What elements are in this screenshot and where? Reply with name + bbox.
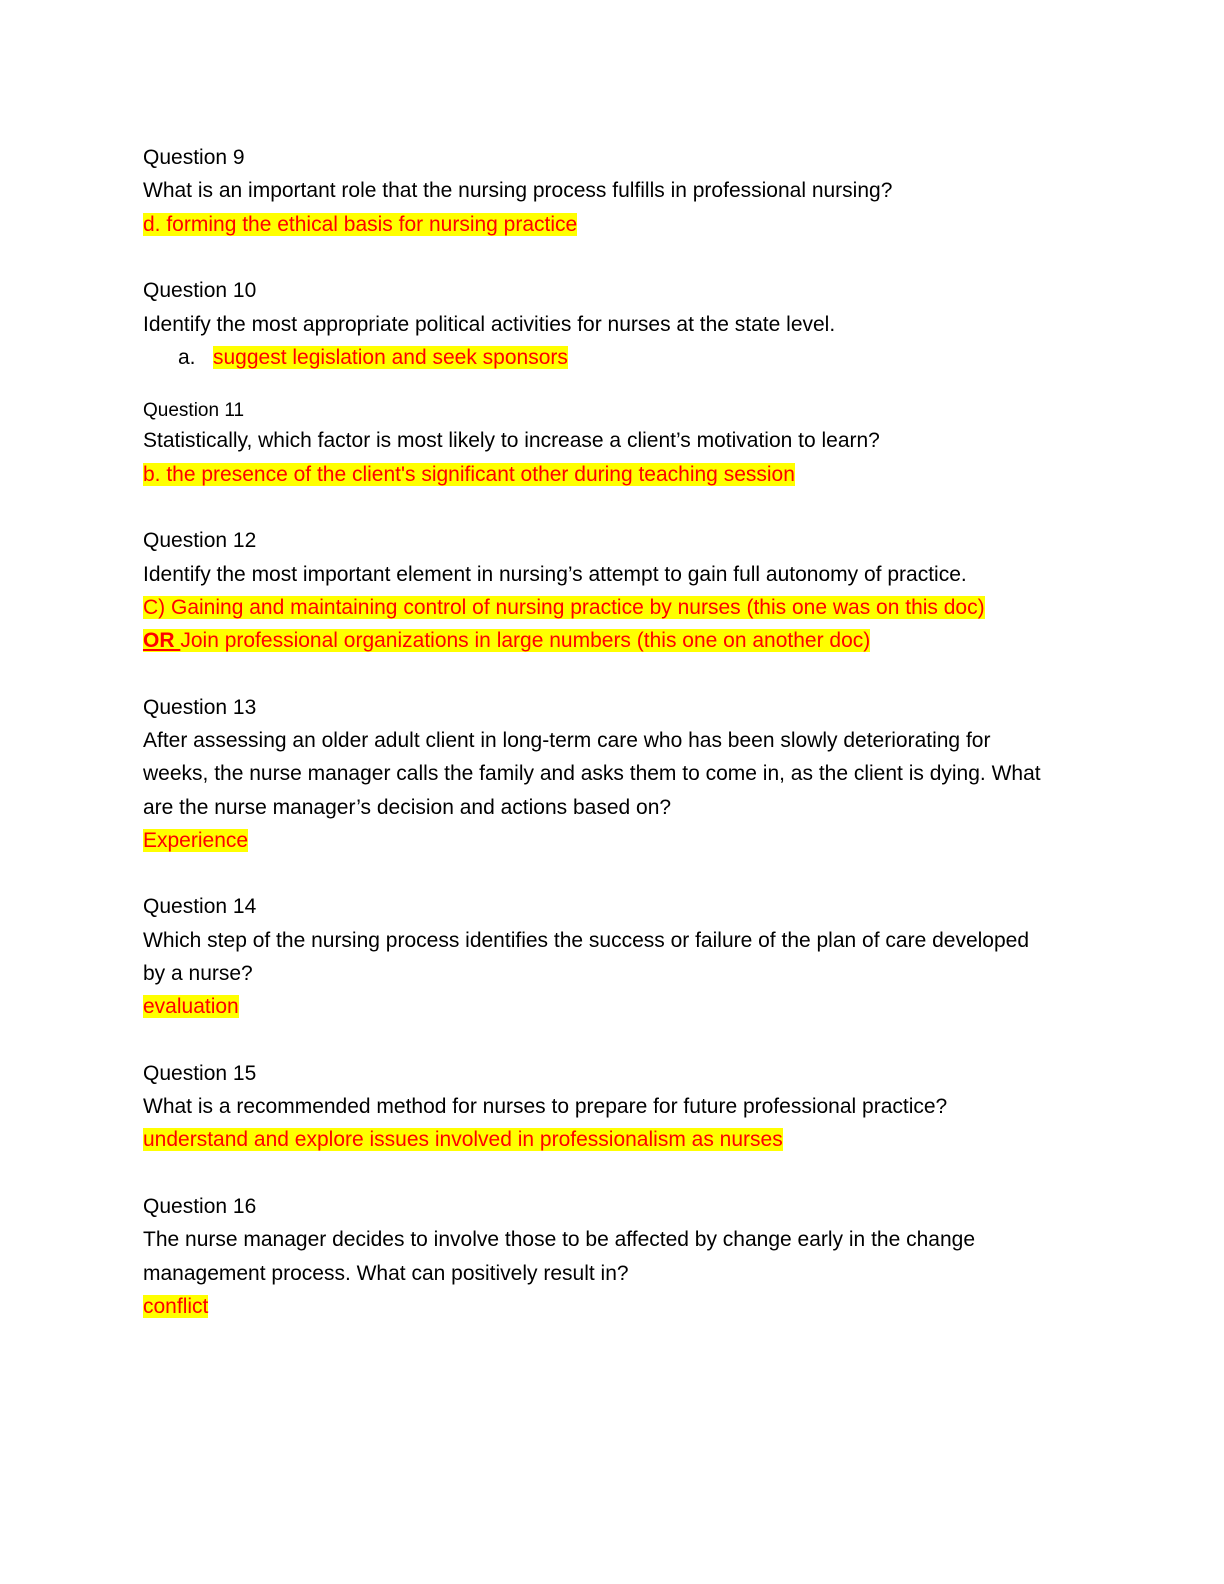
question-11-label: Question 11 (143, 400, 245, 421)
question-12-answer: C) Gaining and maintaining control of nursing practice by nurses (this one was on this doc) (143, 596, 985, 619)
question-10-label: Question 10 (143, 279, 257, 302)
question-15-label: Question 15 (143, 1062, 257, 1085)
question-14-text-line-2: by a nurse? (143, 962, 253, 985)
question-10-answer-line (213, 344, 568, 372)
question-12-label: Question 12 (143, 529, 257, 552)
question-11-text: Statistically, which factor is most likely to increase a client’s motivation to learn? (143, 429, 880, 452)
question-13-text-line-3: are the nurse manager’s decision and actions based on? (143, 796, 672, 819)
question-13-label: Question 13 (143, 696, 257, 719)
question-16-answer-line (143, 1293, 208, 1321)
question-15-answer-line (143, 1126, 783, 1154)
question-16-text-line-2: management process. What can positively result in? (143, 1262, 629, 1285)
question-16-text-line-1: The nurse manager decides to involve those to be affected by change early in the change (143, 1228, 975, 1251)
question-12-alt-answer: Join professional organizations in large numbers (this one on another doc) (180, 629, 871, 652)
question-14-text-line-1: Which step of the nursing process identifies the success or failure of the plan of care developed (143, 929, 1029, 952)
question-9-answer: d. forming the ethical basis for nursing practice (143, 213, 578, 236)
question-16-answer: conflict (143, 1295, 209, 1318)
question-11-answer-line (143, 461, 795, 489)
question-15-text: What is a recommended method for nurses to prepare for future professional practice? (143, 1095, 948, 1118)
question-13-text-line-1: After assessing an older adult client in long-term care who has been slowly deteriorating for (143, 729, 991, 752)
question-13-answer: Experience (143, 829, 249, 852)
question-13-answer-line (143, 827, 248, 855)
question-12-answer-line (143, 594, 985, 622)
question-16-label: Question 16 (143, 1195, 257, 1218)
question-10-answer: suggest legislation and seek sponsors (213, 346, 568, 369)
question-10-list-marker: a. (178, 346, 196, 369)
question-14-answer: evaluation (143, 995, 239, 1018)
question-13-text-line-2: weeks, the nurse manager calls the family and asks them to come in, as the client is dying. What (143, 762, 1041, 785)
question-9-label: Question 9 (143, 146, 245, 169)
question-9-text: What is an important role that the nursing process fulfills in professional nursing? (143, 179, 893, 202)
question-10-text: Identify the most appropriate political activities for nurses at the state level. (143, 313, 836, 336)
question-12-or-label: OR (143, 629, 181, 652)
question-15-answer: understand and explore issues involved in professionalism as nurses (143, 1128, 783, 1151)
question-11-answer: b. the presence of the client's significant other during teaching session (143, 463, 795, 486)
question-12-text: Identify the most important element in nursing’s attempt to gain full autonomy of practice. (143, 563, 967, 586)
question-14-answer-line (143, 993, 239, 1021)
question-12-alt-answer-line (143, 627, 870, 655)
question-9-answer-line (143, 211, 577, 239)
question-14-label: Question 14 (143, 895, 257, 918)
